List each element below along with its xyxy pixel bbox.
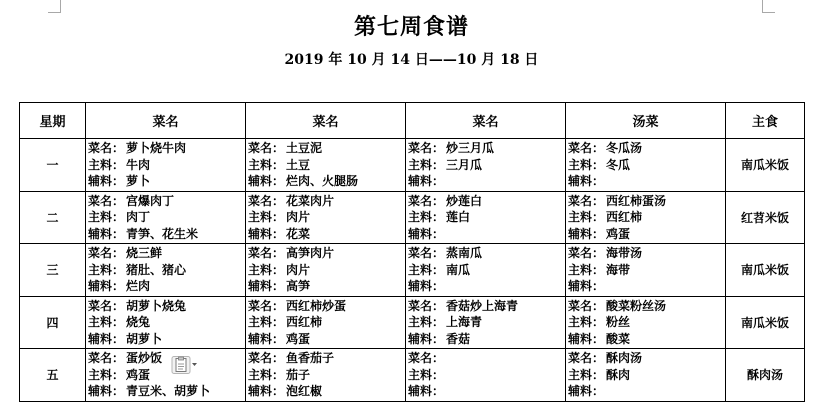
dish-aux-line bbox=[568, 331, 725, 348]
dish-main-label: 主料： bbox=[568, 315, 605, 329]
dish-main-value: 莲白 bbox=[446, 210, 471, 224]
dish-name-value: 高笋肉片 bbox=[286, 246, 335, 260]
dish-aux-line bbox=[88, 383, 245, 400]
dish-name-line bbox=[568, 350, 725, 367]
dish-aux-value: 青豆米、胡萝卜 bbox=[126, 384, 211, 398]
dish-main-line bbox=[248, 209, 405, 226]
dish-name-value: 胡萝卜烧兔 bbox=[126, 298, 187, 313]
dish-main-value: 烧兔 bbox=[126, 315, 151, 329]
dish-aux-value: 青笋、花生米 bbox=[126, 226, 199, 241]
dish-main-value: 西红柿 bbox=[286, 315, 323, 329]
dish-main-line bbox=[248, 367, 405, 384]
dish-main-value: 粉丝 bbox=[606, 315, 631, 329]
dish-cell bbox=[86, 349, 246, 402]
menu-table bbox=[19, 102, 805, 402]
dish-name-label: 菜名： bbox=[568, 193, 605, 208]
dish-name-label: 菜名： bbox=[408, 141, 445, 155]
dish-name-label: 菜名： bbox=[408, 246, 445, 260]
soup-cell bbox=[566, 139, 726, 192]
dish-aux-line bbox=[408, 331, 565, 348]
dish-name-label: 菜名： bbox=[88, 351, 125, 365]
dish-aux-line bbox=[408, 173, 565, 190]
dish-aux-value: 鸡蛋 bbox=[606, 226, 631, 241]
dish-aux-value: 鸡蛋 bbox=[286, 331, 311, 346]
dish-name-label: 菜名： bbox=[248, 193, 285, 208]
dish-cell bbox=[406, 349, 566, 402]
dish-aux-label: 辅料： bbox=[248, 174, 285, 188]
header-dish-1: 菜名 bbox=[86, 103, 246, 139]
dish-main-line bbox=[248, 314, 405, 331]
dish-main-label: 主料： bbox=[248, 210, 285, 224]
dish-name-label: 菜名： bbox=[568, 351, 605, 365]
header-day: 星期 bbox=[20, 103, 86, 139]
dish-aux-label: 辅料： bbox=[408, 331, 445, 346]
dish-main-line bbox=[248, 157, 405, 174]
dish-name-label: 菜名： bbox=[248, 298, 285, 313]
dish-aux-line bbox=[248, 383, 405, 400]
dish-main-value: 牛肉 bbox=[126, 157, 151, 172]
dish-name-value: 蒸南瓜 bbox=[446, 246, 483, 260]
staple-cell: 南瓜米饭 bbox=[726, 139, 805, 192]
dish-cell bbox=[406, 139, 566, 192]
dish-main-line bbox=[88, 157, 245, 174]
day-cell: 一 bbox=[20, 139, 86, 192]
dish-name-value: 花菜肉片 bbox=[286, 193, 335, 208]
staple-cell: 南瓜米饭 bbox=[726, 296, 805, 349]
dish-main-label: 主料： bbox=[408, 262, 445, 277]
dish-main-value: 冬瓜 bbox=[606, 157, 631, 172]
dish-aux-line bbox=[88, 226, 245, 243]
dish-name-line bbox=[408, 350, 565, 367]
dish-name-label: 菜名： bbox=[88, 298, 125, 313]
dish-main-label: 主料： bbox=[568, 367, 605, 382]
dish-name-label: 菜名： bbox=[248, 141, 285, 155]
dish-aux-value: 烂肉 bbox=[126, 279, 151, 293]
dish-name-line bbox=[248, 350, 405, 367]
dish-cell bbox=[406, 244, 566, 297]
dish-name-label: 菜名： bbox=[88, 193, 125, 208]
dish-main-line bbox=[568, 367, 725, 384]
dish-main-value: 酥肉 bbox=[606, 367, 631, 382]
day-cell: 五 bbox=[20, 349, 86, 402]
dish-name-value: 西红柿蛋汤 bbox=[606, 193, 667, 208]
dish-main-line bbox=[88, 314, 245, 331]
table-header-row bbox=[20, 103, 805, 139]
dish-name-line bbox=[248, 193, 405, 210]
dish-aux-value: 香菇 bbox=[446, 331, 471, 346]
dish-aux-label: 辅料： bbox=[408, 279, 445, 293]
dish-name-line bbox=[408, 193, 565, 210]
soup-cell bbox=[566, 191, 726, 244]
dish-name-line bbox=[408, 298, 565, 315]
dish-main-label: 主料： bbox=[88, 262, 125, 277]
dish-name-value: 蛋炒饭 bbox=[126, 351, 163, 365]
dish-aux-label: 辅料： bbox=[88, 384, 125, 398]
dish-aux-label: 辅料： bbox=[88, 279, 125, 293]
dish-main-line bbox=[248, 262, 405, 279]
dish-name-value: 宫爆肉丁 bbox=[126, 193, 175, 208]
header-dish-2: 菜名 bbox=[246, 103, 406, 139]
dish-aux-label: 辅料： bbox=[248, 384, 285, 398]
dish-main-line bbox=[568, 314, 725, 331]
dish-main-line bbox=[88, 209, 245, 226]
dish-aux-line bbox=[408, 383, 565, 400]
dish-aux-label: 辅料： bbox=[568, 384, 605, 398]
dish-aux-label: 辅料： bbox=[88, 331, 125, 346]
staple-cell: 酥肉汤 bbox=[726, 349, 805, 402]
dish-name-line bbox=[568, 245, 725, 262]
dish-name-value: 酥肉汤 bbox=[606, 351, 643, 365]
dish-name-label: 菜名： bbox=[408, 351, 445, 365]
dish-aux-line bbox=[88, 173, 245, 190]
dish-main-label: 主料： bbox=[248, 157, 285, 172]
dish-main-value: 西红柿 bbox=[606, 210, 643, 224]
table-row bbox=[20, 296, 805, 349]
dish-main-line bbox=[408, 367, 565, 384]
dish-cell bbox=[246, 244, 406, 297]
dish-main-value: 三月瓜 bbox=[446, 157, 483, 172]
dish-main-label: 主料： bbox=[248, 367, 285, 382]
dish-aux-label: 辅料： bbox=[88, 174, 125, 188]
dish-name-label: 菜名： bbox=[88, 246, 125, 260]
dish-aux-line bbox=[248, 331, 405, 348]
dish-aux-line bbox=[568, 173, 725, 190]
dish-main-label: 主料： bbox=[88, 210, 125, 224]
dish-name-line bbox=[88, 140, 245, 157]
dish-cell bbox=[246, 296, 406, 349]
dish-name-label: 菜名： bbox=[408, 298, 445, 313]
dish-aux-line bbox=[88, 278, 245, 295]
dish-aux-label: 辅料： bbox=[568, 174, 605, 188]
dish-aux-line bbox=[568, 383, 725, 400]
dish-aux-value: 胡萝卜 bbox=[126, 331, 163, 346]
dish-name-value: 冬瓜汤 bbox=[606, 141, 643, 155]
dish-main-line bbox=[568, 157, 725, 174]
dish-main-value: 猪肚、猪心 bbox=[126, 262, 187, 277]
dish-name-line bbox=[88, 350, 245, 367]
header-dish-3: 菜名 bbox=[406, 103, 566, 139]
dish-main-value: 土豆 bbox=[286, 157, 311, 172]
dish-name-label: 菜名： bbox=[248, 246, 285, 260]
table-row bbox=[20, 349, 805, 402]
dish-name-line bbox=[568, 193, 725, 210]
dish-aux-line bbox=[88, 331, 245, 348]
dish-name-line bbox=[568, 298, 725, 315]
dish-main-label: 主料： bbox=[88, 367, 125, 382]
dish-aux-label: 辅料： bbox=[88, 226, 125, 241]
dish-aux-value: 花菜 bbox=[286, 226, 311, 241]
dish-name-line bbox=[88, 245, 245, 262]
dish-aux-label: 辅料： bbox=[408, 174, 445, 188]
dish-main-value: 鸡蛋 bbox=[126, 367, 151, 382]
table-row bbox=[20, 139, 805, 192]
dish-main-line bbox=[568, 262, 725, 279]
dish-aux-value: 烂肉、火腿肠 bbox=[286, 174, 359, 188]
dish-name-label: 菜名： bbox=[568, 141, 605, 155]
dish-name-label: 菜名： bbox=[88, 141, 125, 155]
dish-main-label: 主料： bbox=[408, 210, 445, 224]
dish-main-label: 主料： bbox=[88, 157, 125, 172]
dish-aux-line bbox=[248, 278, 405, 295]
dish-name-line bbox=[248, 245, 405, 262]
dish-name-value: 鱼香茄子 bbox=[286, 351, 335, 365]
dish-main-label: 主料： bbox=[568, 210, 605, 224]
dish-aux-label: 辅料： bbox=[248, 331, 285, 346]
dish-cell bbox=[246, 349, 406, 402]
dish-cell bbox=[246, 191, 406, 244]
dish-name-value: 香菇炒上海青 bbox=[446, 298, 519, 313]
dish-aux-line bbox=[248, 226, 405, 243]
dish-name-value: 海带汤 bbox=[606, 246, 643, 260]
dish-cell bbox=[86, 139, 246, 192]
dish-main-label: 主料： bbox=[408, 157, 445, 172]
dish-main-value: 茄子 bbox=[286, 367, 311, 382]
dish-name-label: 菜名： bbox=[248, 351, 285, 365]
staple-cell: 红苕米饭 bbox=[726, 191, 805, 244]
header-soup: 汤菜 bbox=[566, 103, 726, 139]
dish-main-value: 肉丁 bbox=[126, 210, 151, 224]
dish-main-label: 主料： bbox=[248, 315, 285, 329]
dish-aux-label: 辅料： bbox=[248, 226, 285, 241]
dish-main-value: 肉片 bbox=[286, 210, 311, 224]
dish-name-value: 萝卜烧牛肉 bbox=[126, 141, 187, 155]
dish-name-label: 菜名： bbox=[568, 246, 605, 260]
dish-name-label: 菜名： bbox=[568, 298, 605, 313]
staple-cell: 南瓜米饭 bbox=[726, 244, 805, 297]
dish-main-label: 主料： bbox=[408, 315, 445, 329]
dish-aux-label: 辅料： bbox=[568, 226, 605, 241]
dish-main-line bbox=[88, 367, 245, 384]
dish-aux-label: 辅料： bbox=[408, 226, 445, 241]
day-cell: 三 bbox=[20, 244, 86, 297]
table-row bbox=[20, 191, 805, 244]
dish-main-line bbox=[408, 209, 565, 226]
dish-name-value: 烧三鲜 bbox=[126, 246, 163, 260]
dish-aux-label: 辅料： bbox=[568, 331, 605, 346]
dish-name-line bbox=[248, 298, 405, 315]
date-range: 2019 年 10 月 14 日——10 月 18 日 bbox=[284, 52, 539, 68]
dish-name-line bbox=[88, 193, 245, 210]
dish-main-line bbox=[408, 314, 565, 331]
dish-cell bbox=[86, 296, 246, 349]
dish-cell bbox=[86, 244, 246, 297]
dish-name-line bbox=[408, 245, 565, 262]
dish-main-label: 主料： bbox=[248, 262, 285, 277]
dish-main-label: 主料： bbox=[568, 157, 605, 172]
dish-main-label: 主料： bbox=[88, 315, 125, 329]
day-cell: 四 bbox=[20, 296, 86, 349]
dish-name-value: 炒三月瓜 bbox=[446, 141, 495, 155]
dish-main-value: 上海青 bbox=[446, 315, 483, 329]
dish-cell bbox=[86, 191, 246, 244]
dish-aux-value: 萝卜 bbox=[126, 174, 151, 188]
soup-cell bbox=[566, 296, 726, 349]
table-row bbox=[20, 244, 805, 297]
dish-name-value: 西红柿炒蛋 bbox=[286, 298, 347, 313]
dish-aux-label: 辅料： bbox=[408, 384, 445, 398]
dish-aux-value: 酸菜 bbox=[606, 331, 631, 346]
dish-aux-line bbox=[408, 278, 565, 295]
dish-name-line bbox=[568, 140, 725, 157]
day-cell: 二 bbox=[20, 191, 86, 244]
dish-main-line bbox=[408, 157, 565, 174]
dish-aux-line bbox=[568, 226, 725, 243]
dish-aux-label: 辅料： bbox=[248, 279, 285, 293]
dish-name-line bbox=[408, 140, 565, 157]
dish-main-label: 主料： bbox=[408, 367, 445, 382]
dish-aux-value: 高笋 bbox=[286, 279, 311, 293]
dish-cell bbox=[406, 191, 566, 244]
dish-main-line bbox=[88, 262, 245, 279]
dish-main-value: 南瓜 bbox=[446, 262, 471, 277]
dish-main-line bbox=[408, 262, 565, 279]
dish-name-line bbox=[248, 140, 405, 157]
dish-name-value: 炒莲白 bbox=[446, 193, 483, 208]
soup-cell bbox=[566, 349, 726, 402]
dish-main-value: 海带 bbox=[606, 262, 631, 277]
dish-aux-value: 泡红椒 bbox=[286, 384, 323, 398]
dish-name-value: 酸菜粉丝汤 bbox=[606, 298, 667, 313]
soup-cell bbox=[566, 244, 726, 297]
dish-name-label: 菜名： bbox=[408, 193, 445, 208]
dish-cell bbox=[406, 296, 566, 349]
dish-cell bbox=[246, 139, 406, 192]
dish-main-label: 主料： bbox=[568, 262, 605, 277]
dish-name-value: 土豆泥 bbox=[286, 141, 323, 155]
dish-name-line bbox=[88, 298, 245, 315]
paste-options-icon[interactable] bbox=[171, 356, 199, 374]
dish-aux-line bbox=[408, 226, 565, 243]
page-title: 第七周食谱 bbox=[353, 14, 469, 40]
dish-main-line bbox=[568, 209, 725, 226]
dish-aux-line bbox=[568, 278, 725, 295]
header-staple: 主食 bbox=[726, 103, 805, 139]
dish-main-value: 肉片 bbox=[286, 262, 311, 277]
dish-aux-label: 辅料： bbox=[568, 279, 605, 293]
dish-aux-line bbox=[248, 173, 405, 190]
